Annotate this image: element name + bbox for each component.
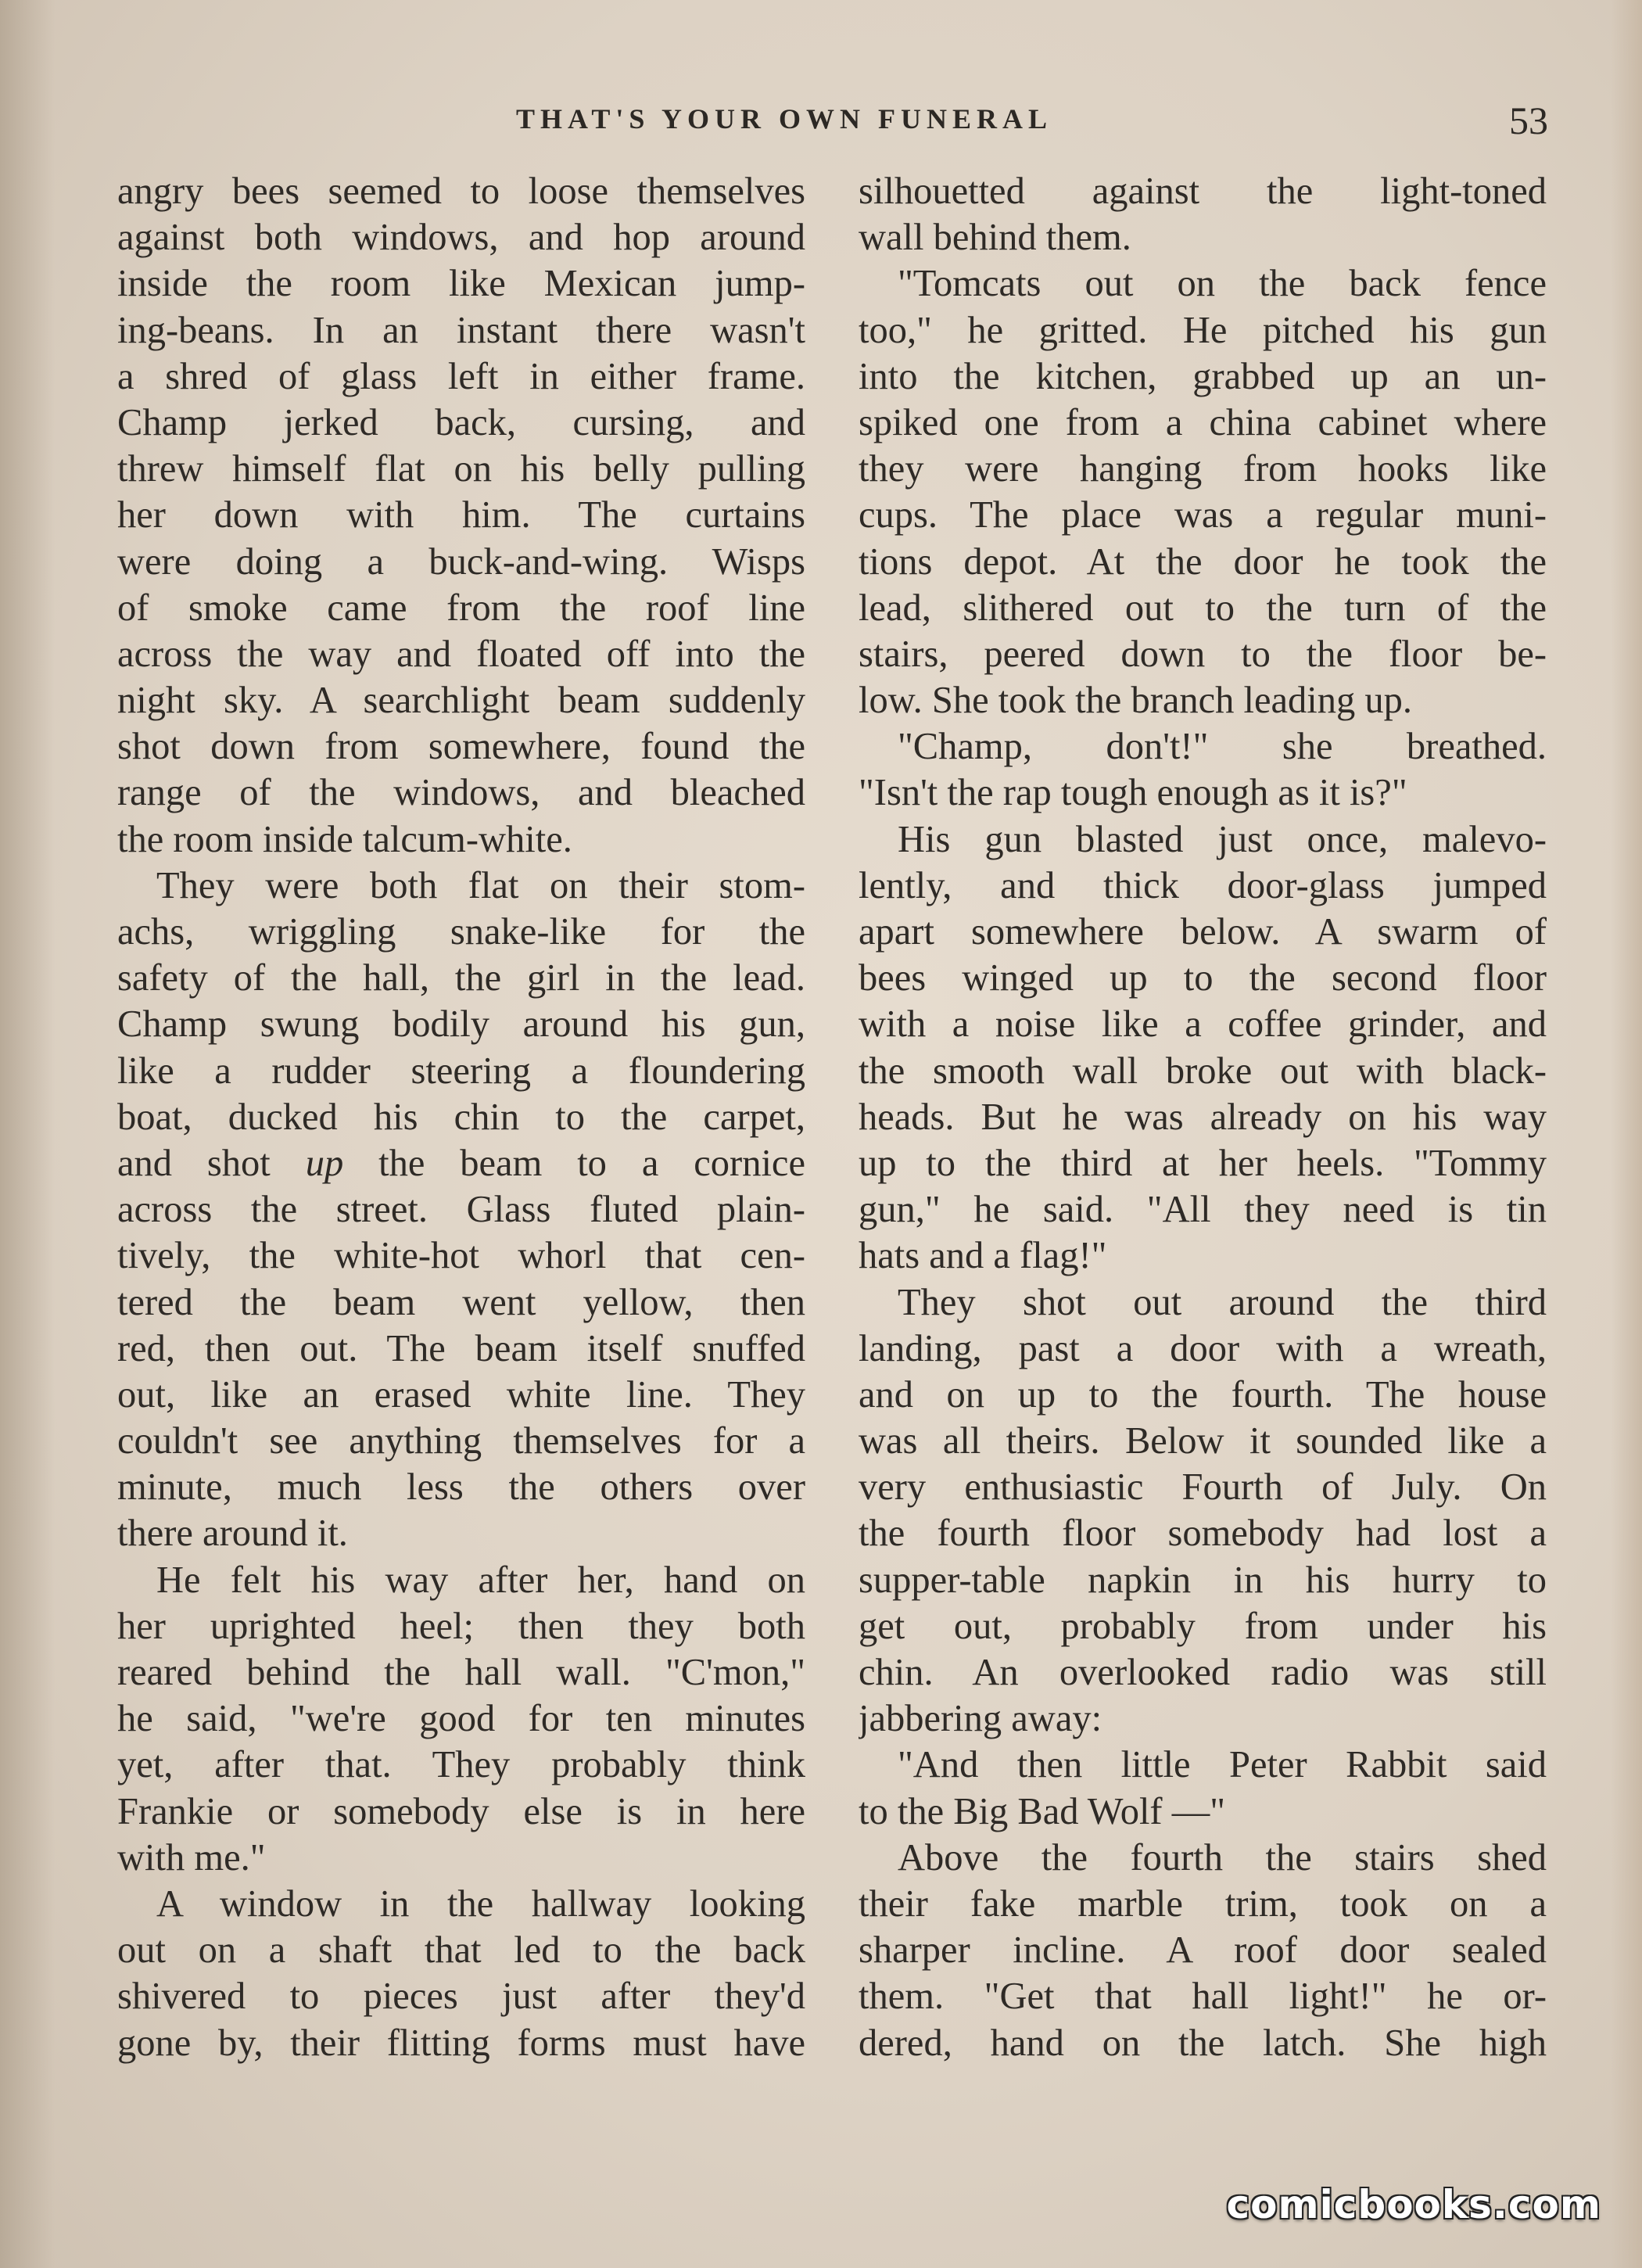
page-number: 53	[1509, 99, 1548, 142]
text-line: landing, past a door with a wreath,	[859, 1327, 1547, 1369]
text-line: tions depot. At the door he took the	[859, 540, 1547, 583]
text-line: inside the room like Mexican jump-	[117, 263, 805, 305]
text-line: shivered to pieces just after they'd	[117, 1976, 805, 2018]
text-line: reared behind the hall wall. "C'mon,"	[117, 1652, 805, 1693]
text-line: with me."	[117, 1836, 266, 1879]
text-line: They were both flat on their stom-	[156, 864, 805, 906]
text-line: Champ swung bodily around his gun,	[117, 1003, 805, 1046]
text-line: of smoke came from the roof line	[117, 587, 805, 629]
text-line: her uprighted heel; then they both	[117, 1605, 805, 1647]
text-line: They shot out around the third	[898, 1281, 1547, 1323]
text-line: stairs, peered down to the floor be-	[859, 633, 1547, 675]
text-line: up to the third at her heels. "Tommy	[859, 1142, 1547, 1184]
text-line: "Isn't the rap tough enough as it is?"	[859, 772, 1407, 814]
text-line: they were hanging from hooks like	[859, 448, 1547, 490]
text-line: get out, probably from under his	[859, 1605, 1547, 1647]
text-line: into the kitchen, grabbed up an un-	[859, 355, 1547, 397]
page-gutter-shadow	[0, 0, 55, 2268]
text-line: jabbering away:	[859, 1698, 1102, 1740]
page-edge	[1611, 0, 1642, 2268]
text-line: red, then out. The beam itself snuffed	[117, 1327, 805, 1369]
text-line: Frankie or somebody else is in here	[117, 1790, 805, 1832]
text-line: wall behind them.	[859, 217, 1131, 259]
watermark-logo: comicbooks.com	[1226, 2182, 1601, 2227]
text-line: and on up to the fourth. The house	[859, 1373, 1547, 1416]
text-line: tered the beam went yellow, then	[117, 1281, 805, 1323]
text-line: there around it.	[117, 1513, 348, 1555]
text-line: Champ jerked back, cursing, and	[117, 401, 805, 443]
text-line: range of the windows, and bleached	[117, 772, 805, 814]
text-line: night sky. A searchlight beam suddenly	[117, 680, 805, 722]
text-line: "Tomcats out on the back fence	[898, 263, 1547, 305]
text-line: to the Big Bad Wolf —"	[859, 1790, 1225, 1832]
text-line: angry bees seemed to loose themselves	[117, 170, 805, 212]
text-line: the smooth wall broke out with black-	[859, 1050, 1547, 1092]
text-line: silhouetted against the light-toned	[859, 170, 1547, 212]
text-line: across the way and floated off into the	[117, 633, 805, 675]
text-line: the room inside talcum-white.	[117, 818, 572, 860]
text-line: out, like an erased white line. They	[117, 1373, 805, 1416]
text-line: "And then little Peter Rabbit said	[898, 1744, 1547, 1786]
text-line: safety of the hall, the girl in the lead.	[117, 957, 805, 999]
text-line: gone by, their flitting forms must have	[117, 2022, 805, 2064]
right-text-column	[859, 168, 1547, 2066]
text-line: too," he gritted. He pitched his gun	[859, 309, 1547, 351]
text-line: hats and a flag!"	[859, 1235, 1107, 1277]
text-line: across the street. Glass fluted plain-	[117, 1189, 805, 1231]
text-line: apart somewhere below. A swarm of	[859, 911, 1547, 953]
text-line: low. She took the branch leading up.	[859, 680, 1413, 722]
text-line: minute, much less the others over	[117, 1466, 805, 1509]
text-line: supper-table napkin in his hurry to	[859, 1559, 1547, 1601]
text-line: threw himself flat on his belly pulling	[117, 448, 805, 490]
text-line: His gun blasted just once, malevo-	[898, 818, 1547, 860]
text-line: gun," he said. "All they need is tin	[859, 1189, 1547, 1231]
text-line: Above the fourth the stairs shed	[898, 1836, 1547, 1879]
text-line: lead, slithered out to the turn of the	[859, 587, 1547, 629]
text-line: He felt his way after her, hand on	[156, 1559, 805, 1601]
text-line: and shot up the beam to a cornice	[117, 1142, 805, 1184]
text-line: tively, the white-hot whorl that cen-	[117, 1235, 805, 1277]
text-line: A window in the hallway looking	[156, 1882, 805, 1925]
running-title: THAT'S YOUR OWN FUNERAL	[516, 103, 1053, 135]
text-line: a shred of glass left in either frame.	[117, 355, 805, 397]
text-line: lently, and thick door-glass jumped	[859, 864, 1547, 906]
text-line: shot down from somewhere, found the	[117, 726, 805, 768]
text-line: heads. But he was already on his way	[859, 1096, 1547, 1138]
text-line: boat, ducked his chin to the carpet,	[117, 1096, 805, 1138]
text-line: very enthusiastic Fourth of July. On	[859, 1466, 1547, 1509]
text-line: like a rudder steering a floundering	[117, 1050, 805, 1092]
text-line: he said, "we're good for ten minutes	[117, 1698, 805, 1740]
text-line: out on a shaft that led to the back	[117, 1929, 805, 1972]
text-line: the fourth floor somebody had lost a	[859, 1513, 1547, 1555]
running-head	[117, 98, 1548, 145]
text-line: yet, after that. They probably think	[117, 1744, 805, 1786]
text-line: chin. An overlooked radio was still	[859, 1652, 1547, 1693]
text-line: against both windows, and hop around	[117, 217, 805, 259]
text-line: bees winged up to the second floor	[859, 957, 1547, 999]
text-line: her down with him. The curtains	[117, 494, 805, 536]
text-line: achs, wriggling snake-like for the	[117, 911, 805, 953]
left-text-column	[117, 168, 805, 2066]
text-line: cups. The place was a regular muni-	[859, 494, 1547, 536]
text-line: was all theirs. Below it sounded like a	[859, 1420, 1547, 1462]
text-line: couldn't see anything themselves for a	[117, 1420, 805, 1462]
text-line: spiked one from a china cabinet where	[859, 401, 1547, 443]
text-line: sharper incline. A roof door sealed	[859, 1929, 1547, 1972]
text-line: ing-beans. In an instant there wasn't	[117, 309, 805, 351]
text-line: with a noise like a coffee grinder, and	[859, 1003, 1547, 1046]
text-line: them. "Get that hall light!" he or-	[859, 1976, 1547, 2018]
text-line: dered, hand on the latch. She high	[859, 2022, 1547, 2064]
text-line: "Champ, don't!" she breathed.	[898, 726, 1547, 768]
text-line: their fake marble trim, took on a	[859, 1882, 1547, 1925]
text-line: were doing a buck-and-wing. Wisps	[117, 540, 805, 583]
